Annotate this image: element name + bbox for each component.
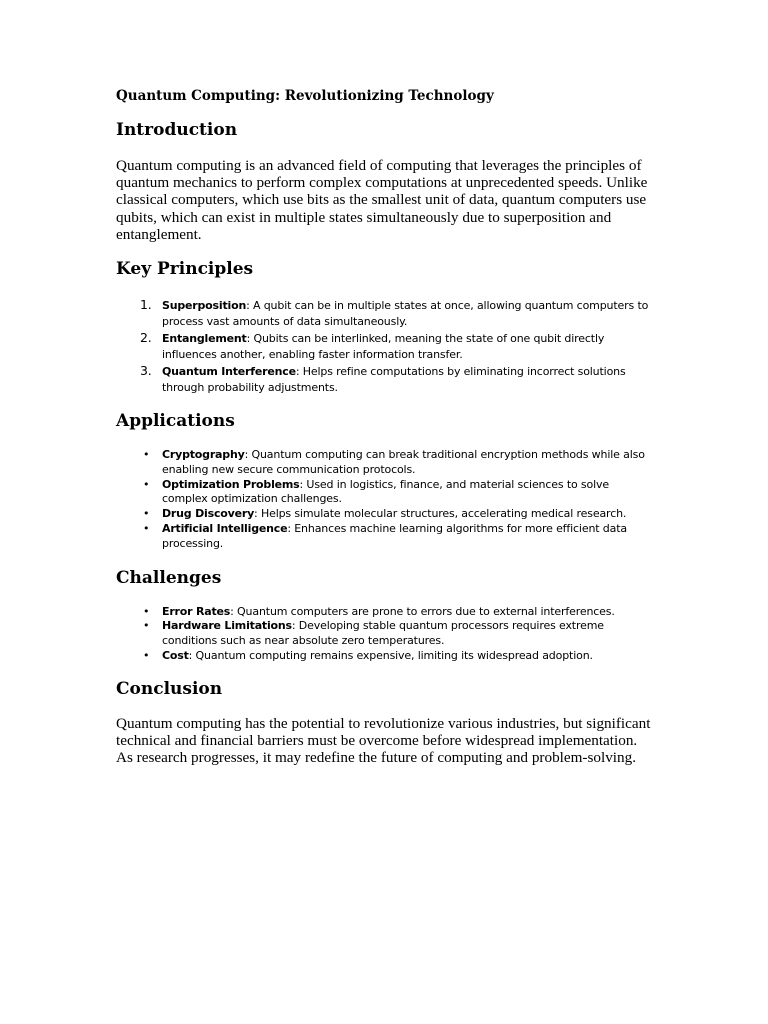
list-item-text: : Enhances machine learning algorithms for more efficient data processing. <box>162 522 627 550</box>
bullet-icon: • <box>143 477 150 491</box>
list-item-text: : Used in logistics, finance, and material sciences to solve complex optimization challenges. <box>162 477 609 506</box>
list-item-term: Quantum Interference <box>162 365 296 379</box>
list-item <box>116 364 656 395</box>
applications-list <box>116 448 656 552</box>
heading-challenges: Challenges <box>116 567 222 588</box>
list-item-text: : Helps simulate molecular structures, accelerating medical research. <box>254 507 627 521</box>
list-item-term: Hardware Limitations <box>162 619 292 633</box>
list-item-term: Cryptography <box>162 448 245 462</box>
list-item-term: Artificial Intelligence <box>162 522 288 535</box>
list-item-text: : Quantum computing can break traditional encryption methods while also enabling new secure communication protocols. <box>162 448 645 476</box>
list-number: 1. <box>140 297 152 313</box>
list-item-text: : Qubits can be interlinked, meaning the state of one qubit directly influences another, enabling faster information transfer. <box>162 332 605 361</box>
list-item <box>116 605 656 620</box>
list-item-term: Entanglement <box>162 332 247 346</box>
bullet-icon: • <box>143 648 150 662</box>
bullet-icon: • <box>143 522 150 535</box>
list-item-text: : Helps refine computations by eliminating incorrect solutions through probability adjustments. <box>162 365 626 394</box>
list-item-text: : Quantum computing remains expensive, limiting its widespread adoption. <box>188 648 593 662</box>
list-item <box>116 478 656 508</box>
list-item <box>116 649 656 664</box>
challenges-list <box>116 605 656 664</box>
list-item-term: Error Rates <box>162 604 231 618</box>
list-item-text: : A qubit can be in multiple states at once, allowing quantum computers to process vast amounts of data simultaneously. <box>162 299 649 328</box>
document-body <box>116 86 656 766</box>
conclusion-paragraph: Quantum computing has the potential to revolutionize various industries, but significant technical and financial barriers must be overcome before widespread implementation. As research progresses, it may redefine the future of computing and problem-solving. <box>116 714 651 767</box>
list-item <box>116 298 656 329</box>
heading-conclusion: Conclusion <box>116 678 223 699</box>
list-item <box>116 522 656 552</box>
heading-introduction: Introduction <box>116 120 238 140</box>
list-item <box>116 448 656 478</box>
bullet-icon: • <box>143 604 150 618</box>
list-item-text: : Developing stable quantum processors requires extreme conditions such as near absolute zero temperatures. <box>162 619 604 648</box>
introduction-paragraph: Quantum computing is an advanced field of computing that leverages the principles of quantum mechanics to perform complex computations at unprecedented speeds. Unlike classical computers, which use bits as the smallest unit of data, quantum computers use qubits, which can exist in multiple states simultaneously due to superposition and entanglement. <box>116 157 648 243</box>
document-title: Quantum Computing: Revolutionizing Technology <box>116 88 494 104</box>
list-item-text: : Quantum computers are prone to errors due to external interferences. <box>230 604 615 618</box>
bullet-icon: • <box>143 448 150 462</box>
list-item-term: Optimization Problems <box>162 477 300 491</box>
heading-applications: Applications <box>116 411 235 432</box>
list-item <box>116 507 656 522</box>
bullet-icon: • <box>143 507 150 521</box>
list-item <box>116 619 656 649</box>
list-item <box>116 331 656 362</box>
list-item-term: Drug Discovery <box>162 507 255 521</box>
list-item-term: Superposition <box>162 299 247 313</box>
list-number: 2. <box>140 330 152 346</box>
list-number: 3. <box>140 363 152 379</box>
list-item-term: Cost <box>162 648 189 662</box>
heading-key-principles: Key Principles <box>116 259 254 280</box>
bullet-icon: • <box>143 619 150 633</box>
key-principles-list <box>116 298 656 395</box>
